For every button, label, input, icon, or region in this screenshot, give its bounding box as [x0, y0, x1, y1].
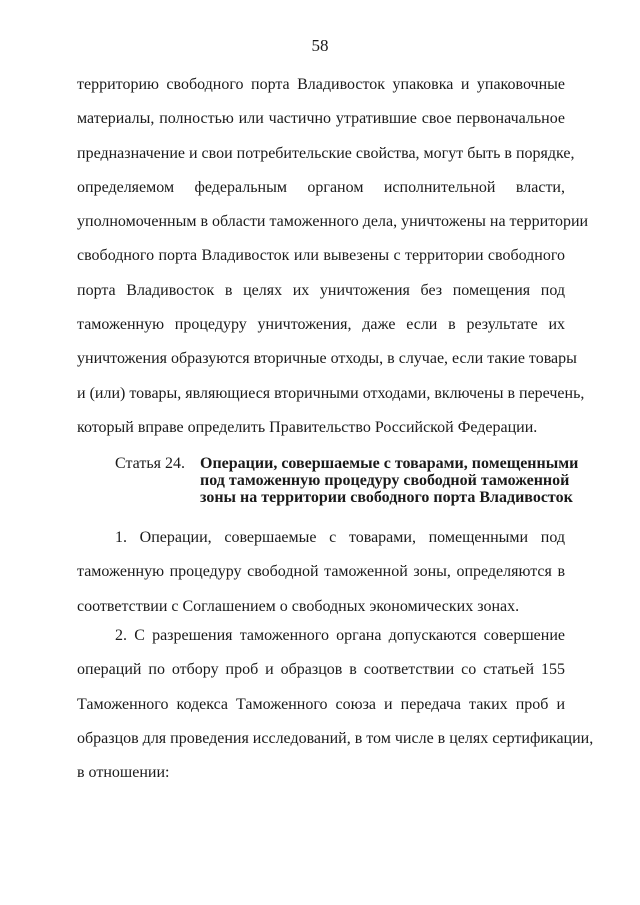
clause-1 [77, 521, 565, 624]
article-title-line: под таможенную процедуру свободной таможенной [200, 472, 570, 489]
article-title-line: зоны на территории свободного порта Владивосток [200, 489, 573, 506]
page-number: 58 [311, 36, 329, 55]
text-line: свободного порта Владивосток или вывезены с территории свободного [77, 247, 565, 265]
text-line: в отношении: [77, 764, 170, 782]
clause-2 [77, 619, 594, 790]
text-line: уничтожения образуются вторичные отходы, в случае, если такие товары [77, 350, 577, 368]
text-line: таможенную процедуру уничтожения, даже если в результате их [77, 316, 565, 334]
paragraph-continuation [77, 68, 589, 445]
article-label: Статья 24. [115, 455, 185, 472]
text-line: и (или) товары, являющиеся вторичными отходами, включены в перечень, [77, 384, 585, 402]
text-line: 2. С разрешения таможенного органа допускаются совершение [115, 627, 565, 644]
text-line: предназначение и свои потребительские свойства, могут быть в порядке, [77, 144, 575, 162]
text-line: образцов для проведения исследований, в том числе в целях сертификации, [77, 729, 594, 747]
text-line: операций по отбору проб и образцов в соответствии со статьей 155 [77, 661, 565, 679]
text-line: определяемом федеральным органом исполнительной власти, [77, 178, 565, 196]
text-line: Таможенного кодекса Таможенного союза и передача таких проб и [77, 695, 565, 713]
text-line: таможенную процедуру свободной таможенной зоны, определяются в [77, 563, 565, 581]
text-line: материалы, полностью или частично утратившие свое первоначальное [77, 110, 565, 128]
article-title [200, 455, 579, 506]
text-line: уполномоченным в области таможенного дела, уничтожены на территории [77, 213, 589, 231]
text-line: порта Владивосток в целях их уничтожения без помещения под [77, 281, 565, 299]
text-line: 1. Операции, совершаемые с товарами, помещенными под [115, 529, 565, 546]
text-line: который вправе определить Правительство Российской Федерации. [77, 418, 538, 436]
text-line: территорию свободного порта Владивосток упаковка и упаковочные [77, 76, 565, 93]
text-line: соответствии с Соглашением о свободных экономических зонах. [77, 597, 520, 615]
article-title-line: Операции, совершаемые с товарами, помещенными [200, 455, 579, 472]
